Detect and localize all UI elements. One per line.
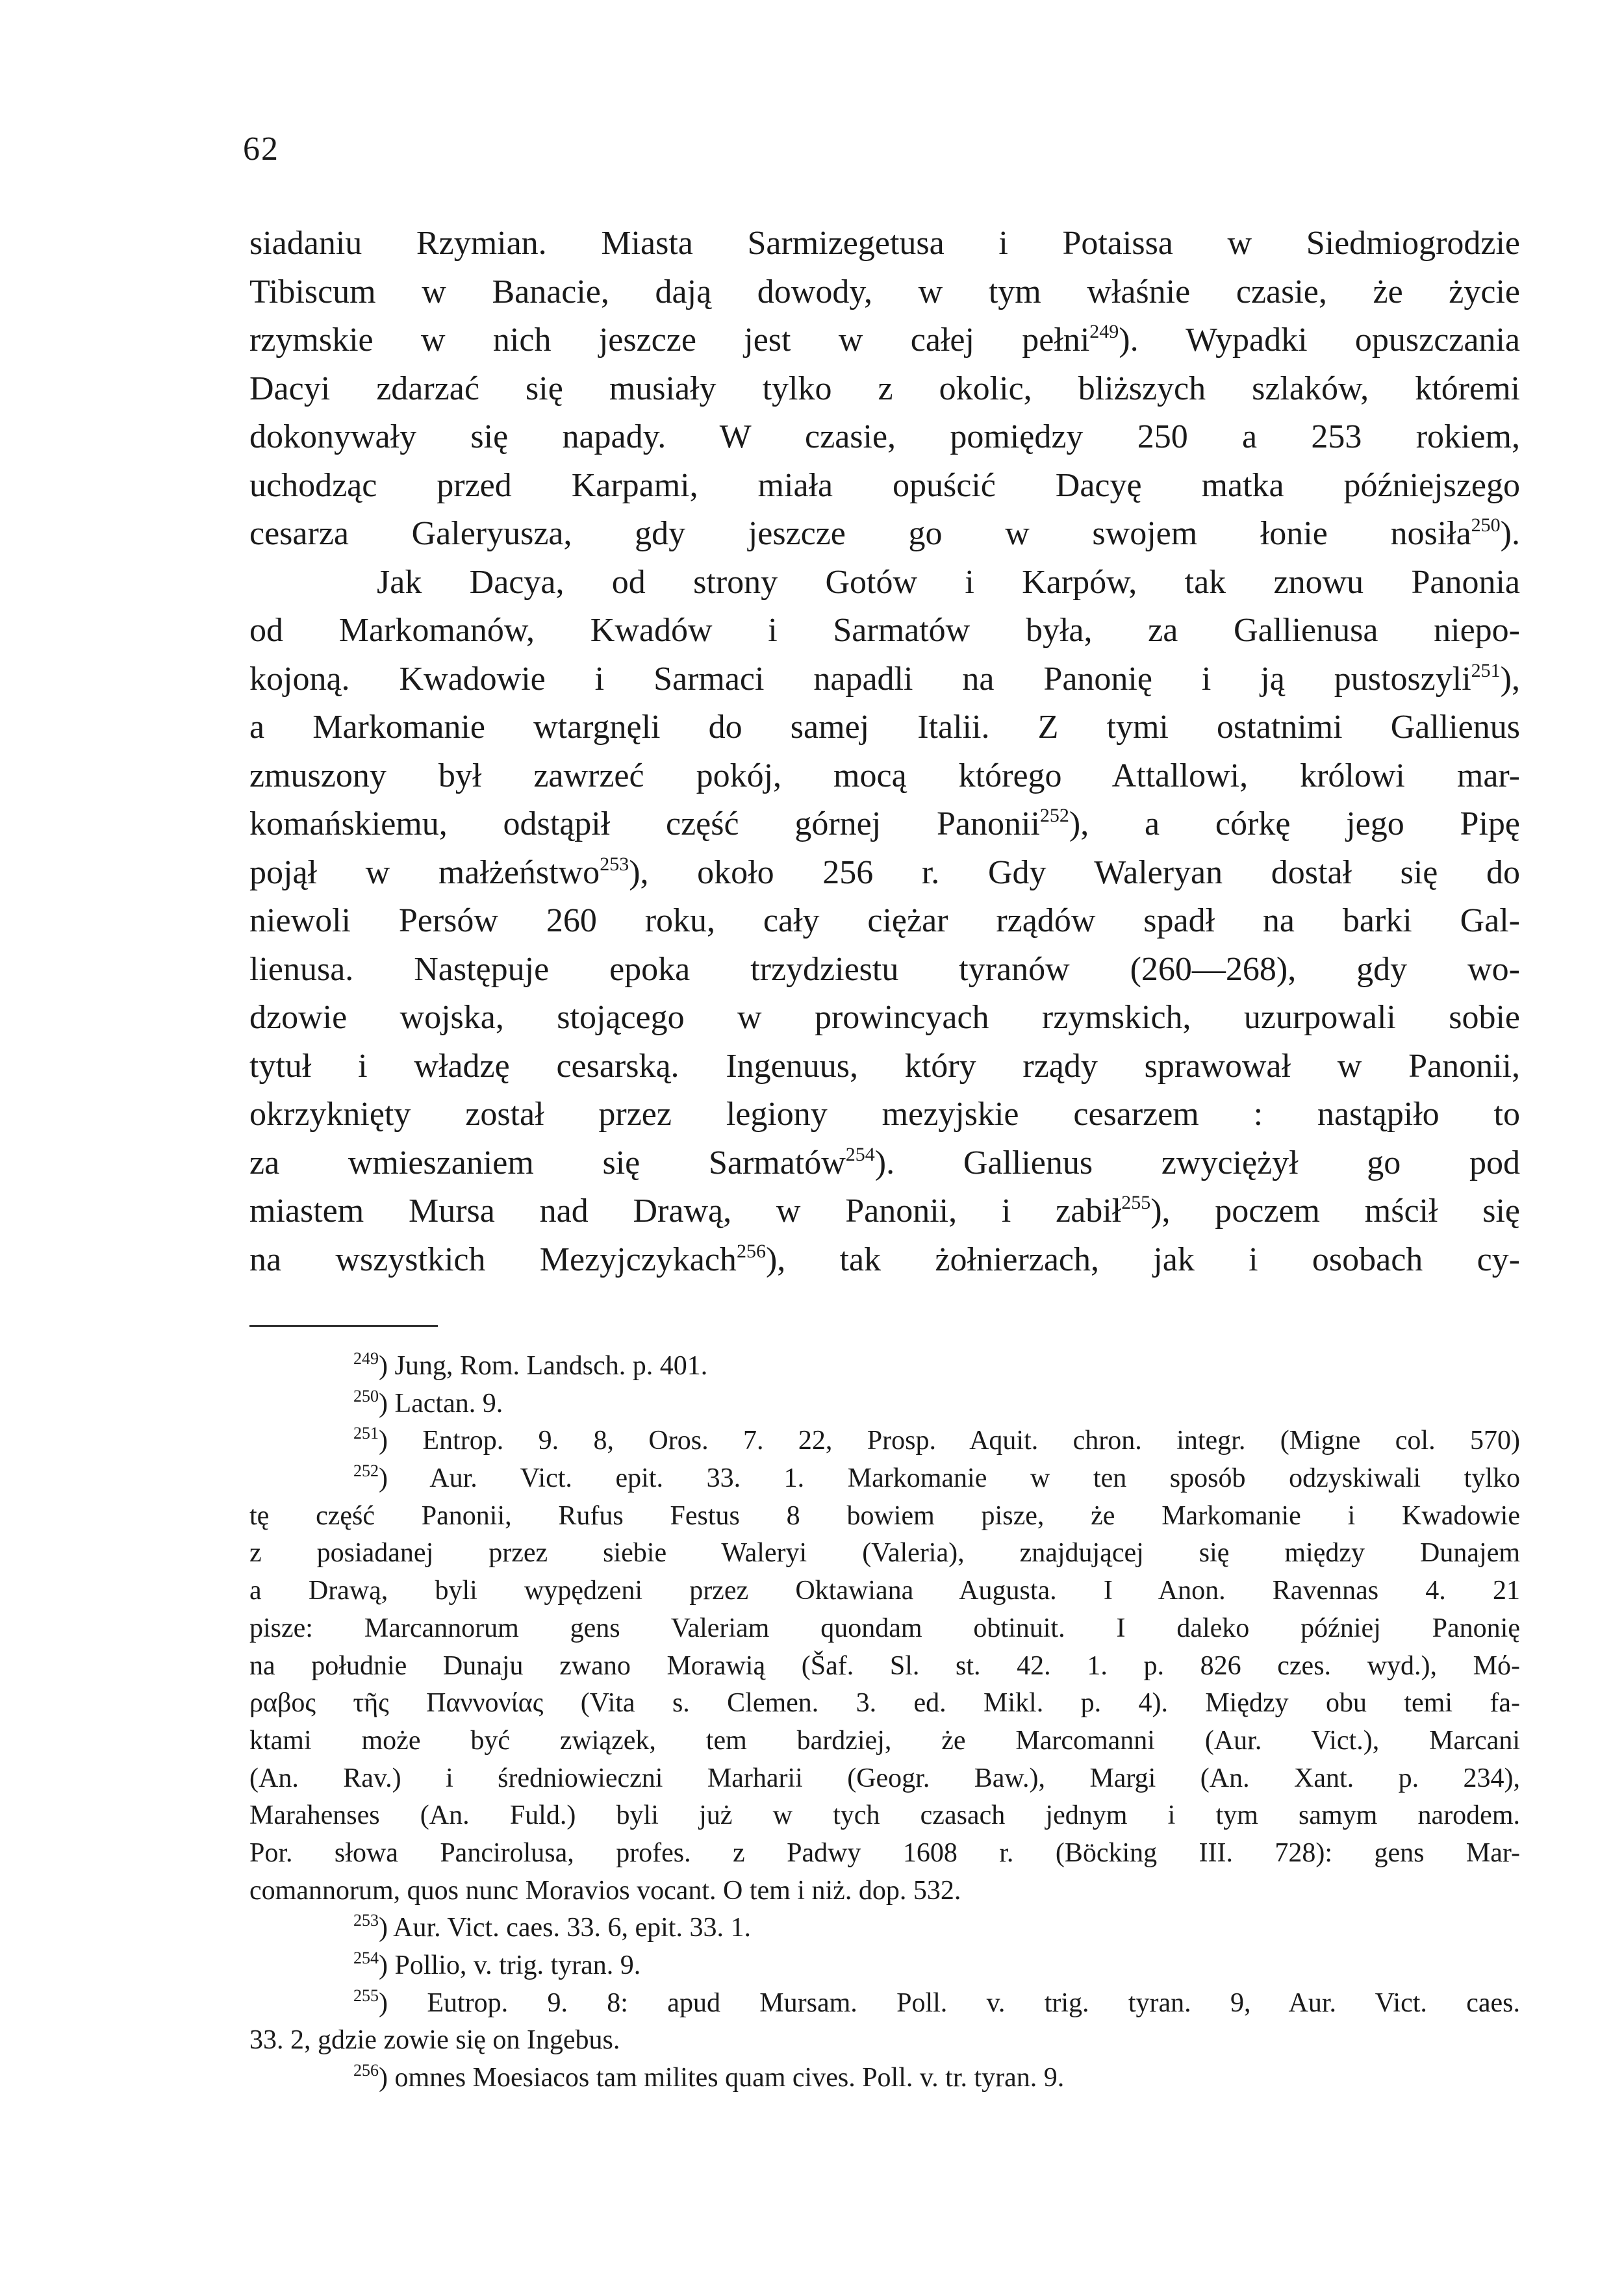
footnote-text: Marahenses (An. Fuld.) byli już w tych czasach jednym i tym samym narodem. xyxy=(249,1800,1520,1831)
line-text: na wszystkich Mezyjczykach xyxy=(249,1241,737,1278)
footnote-text: ) Pollio, v. trig. tyran. 9. xyxy=(379,1950,641,1980)
footnote-text: tę część Panonii, Rufus Festus 8 bowiem pisze, że Markomanie i Kwadowie xyxy=(249,1500,1520,1531)
footnote-separator xyxy=(249,1325,438,1327)
text-line xyxy=(249,316,1520,365)
footnote-ref: 255 xyxy=(1121,1192,1151,1213)
line-text: ), a córkę jego Pipę xyxy=(1069,805,1520,842)
footnote-number: 252 xyxy=(353,1461,379,1481)
footnote-number: 254 xyxy=(353,1949,379,1967)
footnote-text: pisze: Marcannorum gens Valeriam quondam obtinuit. I daleko później Panonię xyxy=(249,1613,1520,1643)
text-line xyxy=(249,559,1520,607)
footnote-number: 255 xyxy=(353,1986,379,2005)
text-line xyxy=(249,413,1520,462)
footnote-line xyxy=(249,1572,1520,1610)
footnote-line xyxy=(249,1348,1520,1385)
line-text: Jak Dacya, od strony Gotów i Karpów, tak znowu Panonia xyxy=(377,563,1520,601)
text-line xyxy=(249,1236,1520,1285)
text-line xyxy=(249,510,1520,559)
footnote-line xyxy=(249,1460,1520,1498)
line-text: ). Gallienus zwyciężył go pod xyxy=(874,1144,1520,1181)
footnote-text: ) Jung, Rom. Landsch. p. 401. xyxy=(379,1351,708,1381)
footnote-line xyxy=(249,1722,1520,1760)
line-text: uchodząc przed Karpami, miała opuścić Dacyę matka późniejszego xyxy=(249,466,1520,504)
text-line xyxy=(249,1187,1520,1236)
text-line xyxy=(249,268,1520,317)
footnote-line xyxy=(249,1648,1520,1685)
footnote-text: ) Entrop. 9. 8, Oros. 7. 22, Prosp. Aquit. chron. integr. (Migne col. 570) xyxy=(379,1426,1520,1456)
line-text: Tibiscum w Banacie, dają dowody, w tym właśnie czasie, że życie xyxy=(249,273,1520,310)
footnote-number: 250 xyxy=(353,1386,379,1406)
line-text: ), xyxy=(1500,660,1520,698)
footnote-line xyxy=(249,1610,1520,1648)
footnote-number: 253 xyxy=(353,1911,379,1930)
footnote-text: 33. 2, gdzie zowie się on Ingebus. xyxy=(249,2025,620,2056)
footnote-text: ktami może być związek, tem bardziej, że Marcomanni (Aur. Vict.), Marcani xyxy=(249,1725,1520,1756)
text-line xyxy=(249,365,1520,414)
footnote-ref: 253 xyxy=(600,853,629,875)
line-text: okrzyknięty został przez legiony mezyjskie cesarzem : nastąpiło to xyxy=(249,1096,1520,1133)
footnote-number: 251 xyxy=(353,1424,379,1443)
footnote-text: comannorum, quos nunc Moravios vocant. O tem i niż. dop. 532. xyxy=(249,1875,961,1906)
footnote-number: 256 xyxy=(353,2061,379,2080)
footnote-ref: 249 xyxy=(1089,321,1119,342)
text-line xyxy=(249,703,1520,752)
line-text: zmuszony był zawrzeć pokój, mocą którego Attallowi, królowi mar- xyxy=(249,757,1520,794)
line-text: pojął w małżeństwo xyxy=(249,853,600,891)
footnote-ref: 250 xyxy=(1471,514,1501,536)
text-line xyxy=(249,849,1520,898)
line-text: siadaniu Rzymian. Miasta Sarmizegetusa i Potaissa w Siedmiogrodzie xyxy=(249,225,1520,262)
page-number: 62 xyxy=(243,131,279,168)
footnote-line xyxy=(249,1985,1520,2023)
footnote-text: ) Aur. Vict. caes. 33. 6, epit. 33. 1. xyxy=(379,1913,751,1943)
footnotes xyxy=(249,1348,1520,2097)
footnote-text: ) omnes Moesiacos tam milites quam cives. Poll. v. tr. tyran. 9. xyxy=(379,2063,1065,2093)
footnote-line xyxy=(249,1535,1520,1572)
line-text: za wmieszaniem się Sarmatów xyxy=(249,1144,846,1181)
footnote-text: ) Eutrop. 9. 8: apud Mursam. Poll. v. trig. tyran. 9, Aur. Vict. caes. xyxy=(379,1987,1520,2018)
footnote-line xyxy=(249,1910,1520,1947)
footnote-line xyxy=(249,1873,1520,1910)
footnote-line xyxy=(249,1498,1520,1535)
text-line xyxy=(249,946,1520,994)
line-text: komańskiemu, odstąpił część górnej Panonii xyxy=(249,805,1040,842)
footnote-text: (An. Rav.) i średniowieczni Marharii (Geogr. Baw.), Margi (An. Xant. p. 234), xyxy=(249,1763,1520,1793)
footnote-ref: 256 xyxy=(736,1240,766,1262)
footnote-line xyxy=(249,1797,1520,1835)
line-text: ), poczem mścił się xyxy=(1150,1192,1520,1230)
line-text: lienusa. Następuje epoka trzydziestu tyranów (260—268), gdy wo- xyxy=(249,950,1520,988)
footnote-line xyxy=(249,2060,1520,2097)
line-text: ), około 256 r. Gdy Waleryan dostał się do xyxy=(629,853,1520,891)
footnote-ref: 254 xyxy=(845,1143,875,1165)
footnote-text: Por. słowa Pancirolusa, profes. z Padwy 1608 r. (Böcking III. 728): gens Mar- xyxy=(249,1837,1520,1868)
line-text: miastem Mursa nad Drawą, w Panonii, i zabił xyxy=(249,1192,1122,1230)
line-text: dzowie wojska, stojącego w prowincyach rzymskich, uzurpowali sobie xyxy=(249,999,1520,1036)
text-line xyxy=(249,462,1520,511)
footnote-line xyxy=(249,1947,1520,1985)
text-line xyxy=(249,752,1520,801)
text-line xyxy=(249,1042,1520,1091)
line-text: ). xyxy=(1500,515,1520,552)
text-line xyxy=(249,994,1520,1042)
footnote-text: ) Aur. Vict. epit. 33. 1. Markomanie w ten sposób odzyskiwali tylko xyxy=(379,1463,1520,1494)
text-line xyxy=(249,1091,1520,1139)
footnote-text: a Drawą, byli wypędzeni przez Oktawiana Augusta. I Anon. Ravennas 4. 21 xyxy=(249,1576,1520,1606)
footnote-line xyxy=(249,2022,1520,2060)
text-line xyxy=(249,897,1520,946)
line-text: tytuł i władzę cesarską. Ingenuus, który rządy sprawował w Panonii, xyxy=(249,1047,1520,1085)
footnote-line xyxy=(249,1385,1520,1423)
line-text: ). Wypadki opuszczania xyxy=(1119,322,1520,359)
footnote-text: ) Lactan. 9. xyxy=(379,1388,503,1419)
line-text: kojoną. Kwadowie i Sarmaci napadli na Panonię i ją pustoszyli xyxy=(249,660,1471,698)
footnote-text: na południe Dunaju zwano Morawią (Šaf. Sl. st. 42. 1. p. 826 czes. wyd.), Μό- xyxy=(249,1650,1520,1681)
line-text: Dacyi zdarzać się musiały tylko z okolic, bliższych szlaków, któremi xyxy=(249,370,1520,407)
text-line xyxy=(249,655,1520,704)
footnote-text: ραβος τῆς Παννονίας (Vita s. Clemen. 3. ed. Mikl. p. 4). Między obu temi fa- xyxy=(249,1688,1520,1719)
line-text: cesarza Galeryusza, gdy jeszcze go w swojem łonie nosiła xyxy=(249,515,1471,552)
footnote-text: z posiadanej przez siebie Waleryi (Valeria), znajdującej się między Dunajem xyxy=(249,1538,1520,1569)
line-text: niewoli Persów 260 roku, cały ciężar rządów spadł na barki Gal- xyxy=(249,902,1520,939)
text-line xyxy=(249,220,1520,268)
text-line xyxy=(249,1139,1520,1188)
footnote-line xyxy=(249,1422,1520,1460)
text-line xyxy=(249,800,1520,849)
footnote-line xyxy=(249,1760,1520,1798)
text-line xyxy=(249,607,1520,655)
footnote-line xyxy=(249,1835,1520,1873)
line-text: a Markomanie wtargnęli do samej Italii. Z tymi ostatnimi Gallienus xyxy=(249,709,1520,746)
main-text xyxy=(249,220,1520,1284)
line-text: od Markomanów, Kwadów i Sarmatów była, za Gallienusa niepo- xyxy=(249,612,1520,649)
footnote-ref: 251 xyxy=(1471,659,1501,681)
footnote-ref: 252 xyxy=(1039,805,1069,826)
line-text: dokonywały się napady. W czasie, pomiędzy 250 a 253 rokiem, xyxy=(249,418,1520,455)
line-text: ), tak żołnierzach, jak i osobach cy- xyxy=(765,1241,1520,1278)
footnote-number: 249 xyxy=(353,1349,379,1368)
line-text: rzymskie w nich jeszcze jest w całej pełni xyxy=(249,322,1090,359)
footnote-line xyxy=(249,1685,1520,1722)
